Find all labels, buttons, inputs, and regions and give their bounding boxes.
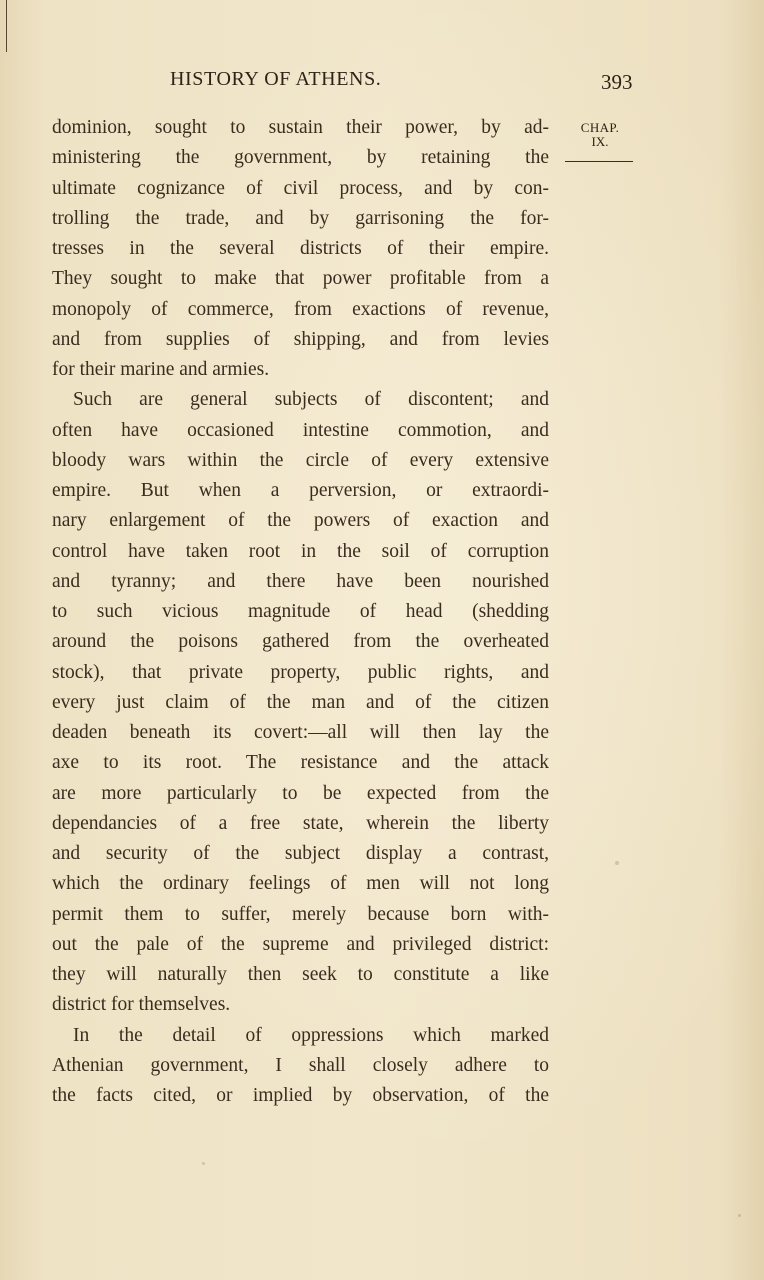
text-line: permit them to suffer, merely because born with- bbox=[52, 903, 549, 925]
chapter-label: CHAP. bbox=[580, 120, 620, 135]
text-line: bloody wars within the circle of every extensive bbox=[52, 449, 549, 471]
paper-spot bbox=[615, 861, 619, 865]
text-line: which the ordinary feelings of men will not long bbox=[52, 873, 549, 895]
text-line: every just claim of the man and of the citizen bbox=[52, 691, 549, 713]
text-line: empire. But when a perversion, or extraordi- bbox=[52, 480, 549, 501]
text-line: they will naturally then seek to constitute a like bbox=[52, 964, 549, 985]
page-number: 393 bbox=[601, 70, 633, 94]
text-line: are more particularly to be expected from the bbox=[52, 782, 549, 804]
running-head: HISTORY OF ATHENS. bbox=[170, 68, 382, 90]
paper-spot bbox=[202, 1162, 205, 1165]
text-line: nary enlargement of the powers of exaction and bbox=[52, 510, 549, 532]
text-line: district for themselves. bbox=[52, 994, 231, 1016]
text-line: They sought to make that power profitable from a bbox=[52, 268, 549, 290]
text-line: dominion, sought to sustain their power, by ad- bbox=[52, 117, 549, 138]
text-line: and from supplies of shipping, and from levies bbox=[52, 328, 549, 350]
text-line: around the poisons gathered from the overheated bbox=[52, 631, 549, 653]
text-line: and tyranny; and there have been nourished bbox=[52, 570, 549, 592]
text-line: out the pale of the supreme and privileged district: bbox=[52, 933, 549, 955]
text-line: deaden beneath its covert:—all will then lay the bbox=[52, 722, 549, 743]
text-line: dependancies of a free state, wherein the liberty bbox=[52, 812, 549, 834]
chapter-margin-note bbox=[568, 121, 632, 149]
text-line: ultimate cognizance of civil process, and by con- bbox=[52, 177, 549, 199]
page-edge-line bbox=[6, 0, 7, 52]
chapter-number: IX. bbox=[591, 134, 609, 149]
text-line: to such vicious magnitude of head (shedding bbox=[52, 601, 549, 622]
text-line: tresses in the several districts of their empire. bbox=[52, 238, 549, 259]
text-line: Athenian government, I shall closely adhere to bbox=[52, 1054, 549, 1076]
text-line: Such are general subjects of discontent; and bbox=[73, 389, 549, 411]
text-line: trolling the trade, and by garrisoning the for- bbox=[52, 207, 549, 229]
paper-spot bbox=[738, 1214, 741, 1217]
text-line: and security of the subject display a contrast, bbox=[52, 843, 549, 864]
text-line: for their marine and armies. bbox=[52, 359, 270, 380]
text-line: ministering the government, by retaining the bbox=[52, 147, 549, 169]
text-line: the facts cited, or implied by observation, of the bbox=[52, 1085, 549, 1106]
text-line: control have taken root in the soil of corruption bbox=[52, 540, 549, 562]
text-line: monopoly of commerce, from exactions of revenue, bbox=[52, 298, 549, 320]
text-line: axe to its root. The resistance and the attack bbox=[52, 752, 549, 774]
text-line: often have occasioned intestine commotion, and bbox=[52, 419, 549, 441]
margin-rule bbox=[565, 161, 633, 162]
text-line: stock), that private property, public rights, and bbox=[52, 661, 549, 683]
body-text bbox=[52, 113, 549, 1111]
text-line: In the detail of oppressions which marked bbox=[73, 1024, 549, 1046]
